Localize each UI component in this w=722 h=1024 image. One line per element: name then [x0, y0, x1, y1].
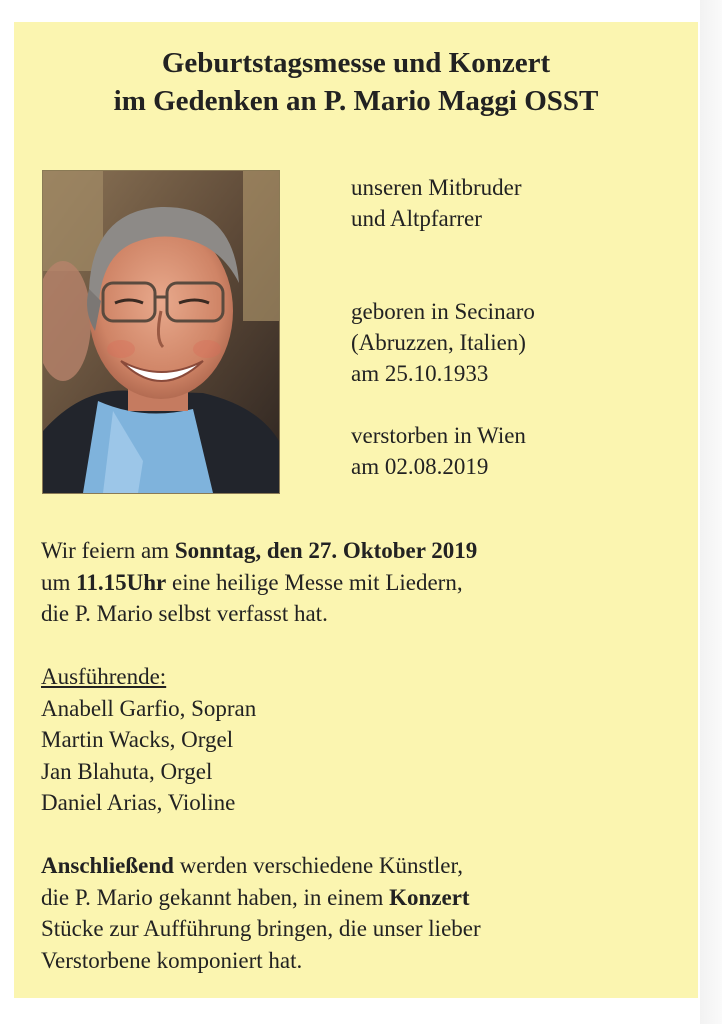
invitation-line — [41, 535, 681, 567]
bio-died — [351, 420, 681, 482]
title-line-1: Geburtstagsmesse und Konzert — [161, 47, 551, 79]
bio-intro — [351, 172, 681, 234]
text-bold: Anschließend — [41, 853, 174, 878]
concert-line — [41, 850, 681, 882]
invitation-line — [41, 567, 681, 599]
page-edge — [700, 0, 722, 1024]
bio-line: am 25.10.1933 — [351, 361, 489, 386]
text-bold: Konzert — [389, 884, 470, 910]
text-segment: die P. Mario gekannt haben, in einem — [41, 884, 390, 910]
concert-line: Stücke zur Aufführung bringen, die unser lieber — [41, 916, 481, 941]
bio-line: am 02.08.2019 — [351, 454, 489, 479]
text-segment: um — [41, 569, 77, 595]
flyer-title — [14, 44, 698, 120]
bio-born — [351, 296, 681, 389]
event-time: 11.15Uhr — [76, 569, 167, 595]
bio-line: unseren Mitbruder — [351, 175, 522, 200]
text-segment: eine heilige Messe mit Liedern, — [166, 569, 463, 595]
flyer-sheet — [14, 22, 698, 998]
bio-line: verstorben in Wien — [351, 423, 526, 448]
bio-line: geboren in Secinaro — [351, 299, 535, 324]
concert-line — [41, 882, 681, 914]
performer-item: Martin Wacks, Orgel — [41, 727, 234, 752]
portrait-illustration — [43, 171, 279, 493]
performer-item: Anabell Garfio, Sopran — [41, 695, 257, 721]
performer-item: Daniel Arias, Violine — [41, 790, 236, 815]
bio-line: (Abruzzen, Italien) — [351, 330, 526, 355]
main-text — [41, 535, 681, 976]
performers-heading: Ausführende: — [41, 664, 167, 689]
concert-line: Verstorbene komponiert hat. — [41, 947, 303, 973]
text-segment: werden verschiedene Künstler, — [173, 853, 463, 878]
text-segment: Wir feiern am — [41, 538, 175, 563]
bio-line: und Altpfarrer — [351, 206, 482, 231]
portrait-photo — [42, 170, 280, 494]
biography — [351, 172, 681, 482]
title-line-2: im Gedenken an P. Mario Maggi OSST — [113, 85, 599, 117]
event-date: Sonntag, den 27. Oktober 2019 — [174, 538, 478, 563]
invitation-line: die P. Mario selbst verfasst hat. — [41, 601, 328, 626]
performer-item: Jan Blahuta, Orgel — [41, 758, 213, 784]
